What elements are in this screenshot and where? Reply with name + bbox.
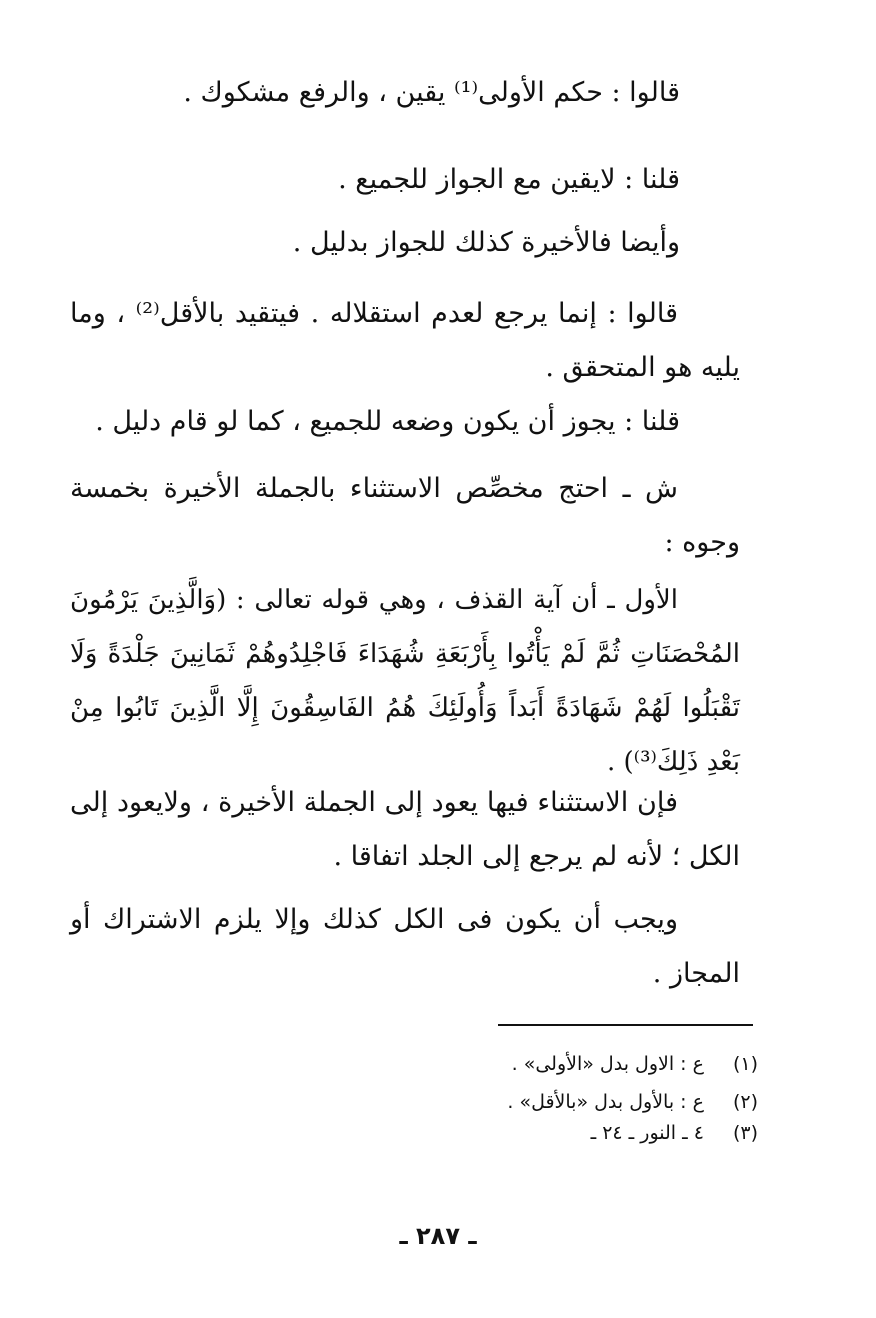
paragraph-3: وأيضا فالأخيرة كذلك للجواز بدليل . [292,227,680,258]
footnote-text: ع : الاول بدل «الأولى» . [511,1053,704,1075]
footnote-text: ٤ ـ النور ـ ٢٤ ـ [590,1122,704,1144]
paragraph-6: ش ـ احتج مخصِّص الاستثناء بالجملة الأخيرة بخمسة وجوه : [70,473,740,558]
paragraph-5: قلنا : يجوز أن يكون وضعه للجميع ، كما لو قام دليل . [95,406,680,437]
paragraph-9: ويجب أن يكون فى الكل كذلك وإلا يلزم الاشتراك أو المجاز . [70,904,740,989]
paragraph-8: فإن الاستثناء فيها يعود إلى الجملة الأخيرة ، ولايعود إلى الكل ؛ لأنه لم يرجع إلى الجلد اتفاقا . [70,787,740,872]
footnote-divider [498,1024,753,1026]
footnote-number: (١) [732,1053,758,1075]
paragraph-4: قالوا : إنما يرجع لعدم استقلاله . فيتقيد بالأقل⁽²⁾ ، وما يليه هو المتحقق . [70,298,740,383]
footnote-1 [512,1050,758,1079]
paragraph-1: قالوا : حكم الأولى⁽¹⁾ يقين ، والرفع مشكوك . [183,77,680,108]
paragraph-2: قلنا : لايقين مع الجواز للجميع . [338,164,680,195]
footnote-3 [591,1119,758,1148]
footnote-2 [507,1088,758,1117]
footnote-number: (٣) [732,1122,758,1144]
page-number: ـ ٢٨٧ ـ [399,1222,477,1250]
footnote-number: (٢) [732,1091,758,1113]
paragraph-7-verse: الأول ـ أن آية القذف ، وهي قوله تعالى : (وَالَّذِينَ يَرْمُونَ المُحْصَنَاتِ ثُمَّ لَمْ يَأْتُوا بِأَرْبَعَةِ شُهَدَاءَ فَاجْلِدُوهُمْ ثَمَانِينَ جَلْدَةً وَلَا تَقْبَلُوا لَهُمْ شَهَادَةً أَبَداً وَأُولَئِكَ هُمُ الفَاسِقُونَ إِلَّا الَّذِينَ تَابُوا مِنْ بَعْدِ ذَلِكَ⁽³⁾) . [70,585,740,777]
footnote-text: ع : بالأول بدل «بالأقل» . [507,1091,704,1113]
